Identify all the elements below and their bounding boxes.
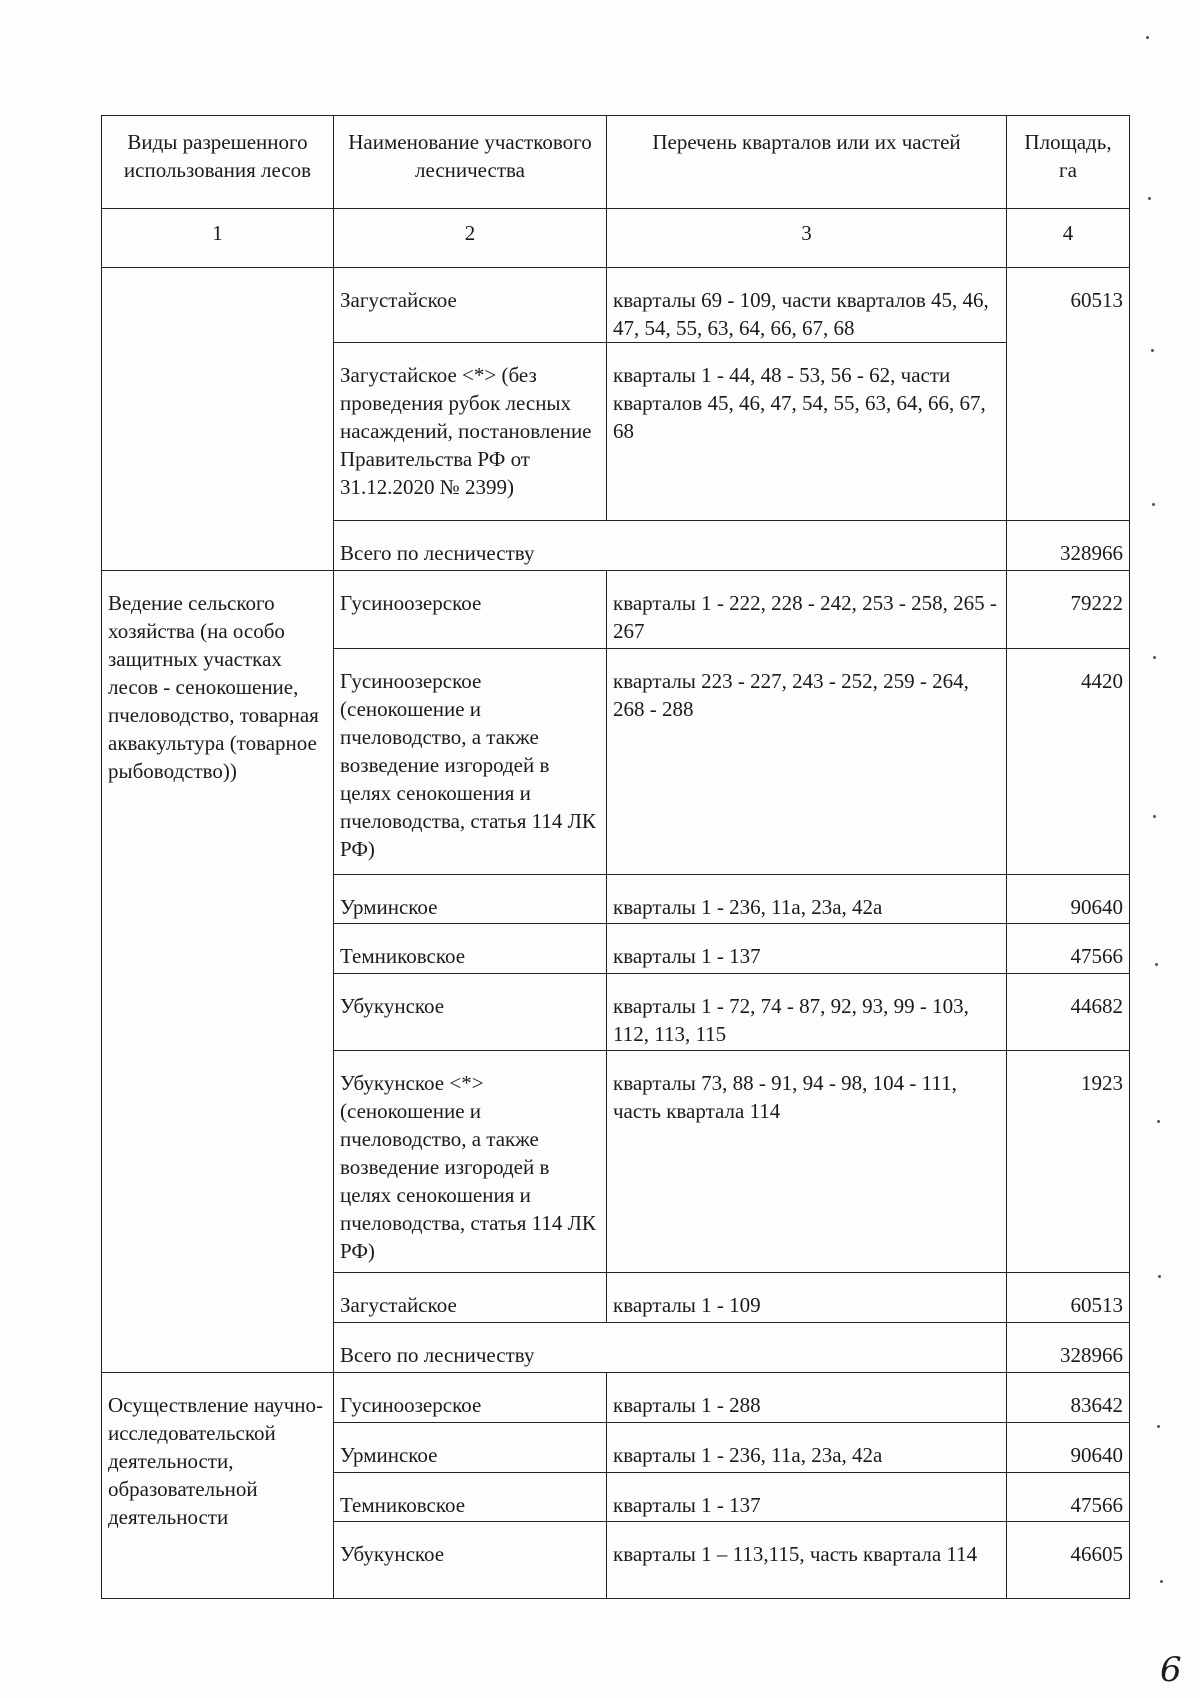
header-quarters: Перечень кварталов или их частей bbox=[607, 116, 1007, 209]
table-row bbox=[102, 1373, 1130, 1423]
header-row bbox=[102, 116, 1130, 209]
area: 90640 bbox=[1007, 875, 1130, 924]
quarters: кварталы 73, 88 - 91, 94 - 98, 104 - 111, часть квартала 114 bbox=[607, 1051, 1007, 1273]
column-number: 1 bbox=[102, 209, 334, 268]
total-label: Всего по лесничеству bbox=[334, 1323, 1007, 1373]
quarters: кварталы 1 - 72, 74 - 87, 92, 93, 99 - 103, 112, 113, 115 bbox=[607, 974, 1007, 1051]
forestry-name: Убукунское bbox=[334, 974, 607, 1051]
scan-speck bbox=[1153, 656, 1156, 659]
forestry-name: Загустайское bbox=[334, 1273, 607, 1323]
quarters: кварталы 1 - 137 bbox=[607, 924, 1007, 974]
forestry-name: Гусиноозерское bbox=[334, 1373, 607, 1423]
column-number: 3 bbox=[607, 209, 1007, 268]
column-number-row bbox=[102, 209, 1130, 268]
scan-speck bbox=[1146, 36, 1149, 39]
total-label: Всего по лесничеству bbox=[334, 521, 1007, 571]
forestry-name: Гусиноозерское (сенокошение и пчеловодство, а также возведение изгородей в целях сенокошения и пчеловодства, статья 114 ЛК РФ) bbox=[334, 649, 607, 875]
area: 46605 bbox=[1007, 1522, 1130, 1599]
column-number: 4 bbox=[1007, 209, 1130, 268]
use-type-cell-empty bbox=[102, 268, 334, 571]
quarters: кварталы 1 – 113,115, часть квартала 114 bbox=[607, 1522, 1007, 1599]
forestry-name: Загустайское <*> (без проведения рубок лесных насаждений, постановление Правительства РФ от 31.12.2020 № 2399) bbox=[334, 343, 607, 521]
scan-speck bbox=[1160, 1580, 1163, 1583]
forestry-name: Темниковское bbox=[334, 1473, 607, 1522]
quarters: кварталы 1 - 44, 48 - 53, 56 - 62, части кварталов 45, 46, 47, 54, 55, 63, 64, 66, 67, 68 bbox=[607, 343, 1007, 521]
area: 60513 bbox=[1007, 1273, 1130, 1323]
scan-speck bbox=[1155, 963, 1158, 966]
scan-speck bbox=[1158, 1275, 1161, 1278]
area: 60513 bbox=[1007, 268, 1130, 521]
page-number: 6 bbox=[1160, 1650, 1182, 1690]
header-forestry-name: Наименование участкового лесничества bbox=[334, 116, 607, 209]
forestry-name: Гусиноозерское bbox=[334, 571, 607, 649]
table-row bbox=[102, 268, 1130, 343]
forestry-name: Темниковское bbox=[334, 924, 607, 974]
forestry-name: Убукунское <*> (сенокошение и пчеловодство, а также возведение изгородей в целях сенокошения и пчеловодства, статья 114 ЛК РФ) bbox=[334, 1051, 607, 1273]
quarters: кварталы 1 - 288 bbox=[607, 1373, 1007, 1423]
quarters: кварталы 1 - 236, 11а, 23а, 42а bbox=[607, 875, 1007, 924]
area: 47566 bbox=[1007, 1473, 1130, 1522]
quarters: кварталы 223 - 227, 243 - 252, 259 - 264, 268 - 288 bbox=[607, 649, 1007, 875]
use-type: Ведение сельского хозяйства (на особо защитных участках лесов - сенокошение, пчеловодство, товарная аквакультура (товарное рыбоводство)) bbox=[102, 571, 334, 1373]
quarters: кварталы 1 - 222, 228 - 242, 253 - 258, 265 - 267 bbox=[607, 571, 1007, 649]
quarters: кварталы 69 - 109, части кварталов 45, 46, 47, 54, 55, 63, 64, 66, 67, 68 bbox=[607, 268, 1007, 343]
column-number: 2 bbox=[334, 209, 607, 268]
area: 79222 bbox=[1007, 571, 1130, 649]
use-type: Осуществление научно-исследовательской деятельности, образовательной деятельности bbox=[102, 1373, 334, 1599]
forestry-name: Загустайское bbox=[334, 268, 607, 343]
area: 90640 bbox=[1007, 1423, 1130, 1473]
area: 4420 bbox=[1007, 649, 1130, 875]
area: 83642 bbox=[1007, 1373, 1130, 1423]
scan-speck bbox=[1152, 503, 1155, 506]
forestry-name: Урминское bbox=[334, 1423, 607, 1473]
quarters: кварталы 1 - 137 bbox=[607, 1473, 1007, 1522]
scan-speck bbox=[1153, 815, 1156, 818]
scan-speck bbox=[1151, 349, 1154, 352]
forestry-name: Урминское bbox=[334, 875, 607, 924]
quarters: кварталы 1 - 109 bbox=[607, 1273, 1007, 1323]
area: 47566 bbox=[1007, 924, 1130, 974]
forestry-name: Убукунское bbox=[334, 1522, 607, 1599]
forest-use-table bbox=[101, 115, 1130, 1599]
table-row bbox=[102, 571, 1130, 649]
header-use-type: Виды разрешенного использования лесов bbox=[102, 116, 334, 209]
area: 44682 bbox=[1007, 974, 1130, 1051]
scan-speck bbox=[1157, 1425, 1160, 1428]
scan-speck bbox=[1157, 1120, 1160, 1123]
quarters: кварталы 1 - 236, 11а, 23а, 42а bbox=[607, 1423, 1007, 1473]
total-value: 328966 bbox=[1007, 1323, 1130, 1373]
area: 1923 bbox=[1007, 1051, 1130, 1273]
total-value: 328966 bbox=[1007, 521, 1130, 571]
scan-speck bbox=[1148, 197, 1151, 200]
header-area: Площадь, га bbox=[1007, 116, 1130, 209]
